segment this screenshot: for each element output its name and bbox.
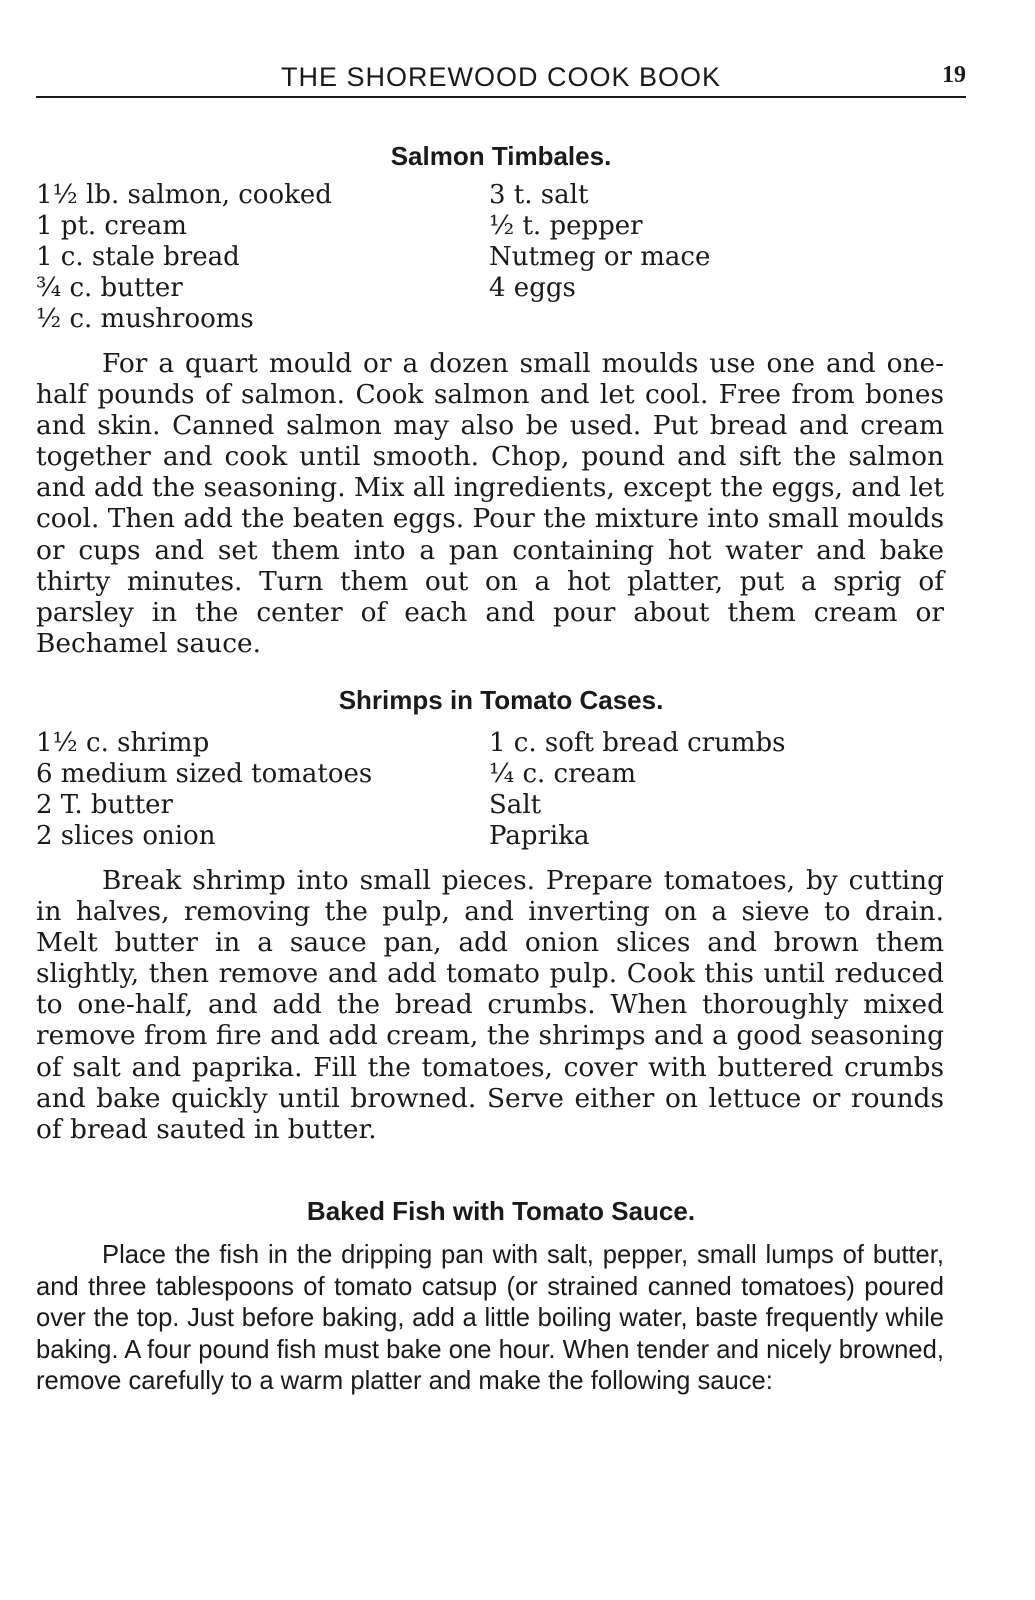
ingredient-list-salmon-timbales: [36, 180, 966, 340]
ingredient-item: Salt: [489, 790, 542, 820]
ingredient-item: 2 slices onion: [36, 821, 216, 851]
recipe-directions-baked-fish: Place the fish in the dripping pan with salt, pepper, small lumps of butter, and three tablespoons of tomato catsup (or strained canned tomatoes) poured over the top. Just before baking, add a little boiling water, baste frequently while baking. A four pound fish must bake one hour. When tender and nicely browned, remove carefully to a warm platter and make the following sauce:: [36, 1241, 944, 1395]
ingredient-item: 1½ lb. salmon, cooked: [36, 180, 332, 210]
ingredient-item: Nutmeg or mace: [489, 242, 711, 272]
ingredient-item: 2 T. butter: [36, 790, 173, 820]
ingredient-item: 1½ c. shrimp: [36, 728, 210, 758]
ingredient-item: ¼ c. cream: [489, 759, 637, 789]
recipe-title-baked-fish: Baked Fish with Tomato Sauce.: [306, 1196, 696, 1226]
book-title: THE SHOREWOOD COOK BOOK: [280, 62, 722, 92]
recipe-title-salmon-timbales: Salmon Timbales.: [390, 141, 612, 171]
ingredient-item: 1 pt. cream: [36, 211, 187, 241]
recipe-directions-salmon-timbales: For a quart mould or a dozen small moulds use one and one-half pounds of salmon. Cook salmon and let cool. Free from bones and skin. Canned salmon may also be used. Put bread and cream together and cook until smooth. Chop, pound and sift the salmon and add the seasoning. Mix all ingredients, except the eggs, and let cool. Then add the beaten eggs. Pour the mixture into small moulds or cups and set them into a pan containing hot water and bake thirty minutes. Turn them out on a hot platter, put a sprig of parsley in the center of each and pour about them cream or Bechamel sauce.: [36, 348, 944, 659]
ingredient-item: 3 t. salt: [489, 180, 589, 210]
ingredient-item: ½ c. mushrooms: [36, 304, 254, 334]
ingredient-item: 6 medium sized tomatoes: [36, 759, 373, 789]
page-number: 19: [942, 62, 966, 88]
ingredient-item: 4 eggs: [489, 273, 576, 303]
ingredient-item: Paprika: [489, 821, 590, 851]
recipe-title-shrimps-in-tomato-cases: Shrimps in Tomato Cases.: [338, 685, 664, 715]
ingredient-item: 1 c. stale bread: [36, 242, 240, 272]
recipe-directions-shrimps-in-tomato-cases: Break shrimp into small pieces. Prepare tomatoes, by cutting in halves, removing the pulp, and inverting on a sieve to drain. Melt butter in a sauce pan, add onion slices and brown them slightly, then remove and add tomato pulp. Cook this until reduced to one-half, and add the bread crumbs. When thoroughly mixed remove from fire and add cream, the shrimps and a good seasoning of salt and paprika. Fill the tomatoes, cover with buttered crumbs and bake quickly until browned. Serve either on lettuce or rounds of bread sauted in butter.: [36, 865, 944, 1145]
ingredient-item: 1 c. soft bread crumbs: [489, 728, 786, 758]
ingredient-item: ½ t. pepper: [489, 211, 643, 241]
ingredient-list-shrimps-in-tomato-cases: [36, 728, 966, 858]
running-head: [36, 60, 966, 98]
ingredient-item: ¾ c. butter: [36, 273, 183, 303]
